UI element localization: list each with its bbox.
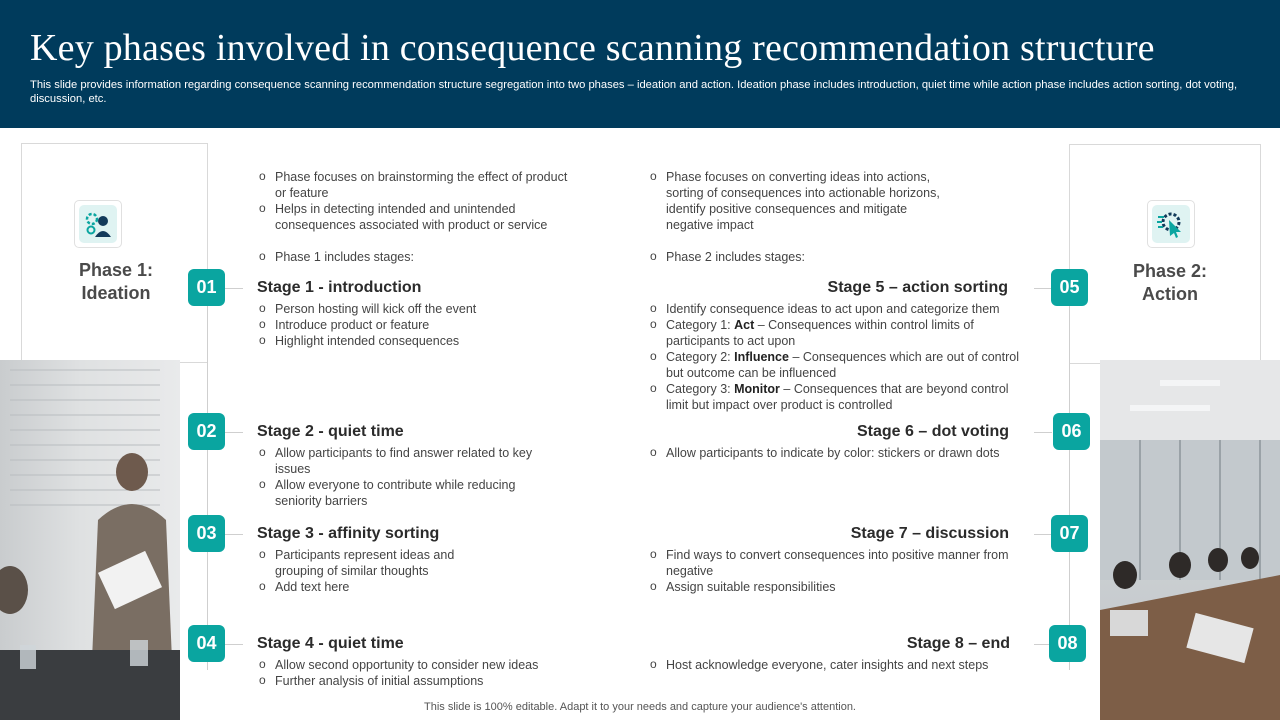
stage2-bullets (257, 445, 547, 509)
list-item: o Introduce product or feature (257, 317, 577, 333)
footer-note: This slide is 100% editable. Adapt it to your needs and capture your audience's attention. (424, 701, 856, 713)
phase2-intro-list (648, 169, 948, 233)
timeline-right (1069, 290, 1070, 670)
cursor-gear-icon (1147, 200, 1195, 248)
stage1-title: Stage 1 - introduction (257, 279, 422, 296)
list-item: o Allow participants to find answer related to key issues (257, 445, 547, 477)
list-item: o Category 2: Influence – Consequences which are out of control but outcome can be influenced (648, 349, 1033, 381)
stage2-title: Stage 2 - quiet time (257, 423, 404, 440)
meeting-photo-right (1100, 360, 1280, 720)
list-item: o Phase focuses on brainstorming the effect of product or feature (257, 169, 577, 201)
stage-badge-07: 07 (1051, 515, 1088, 552)
stage7-bullets (648, 547, 1013, 595)
list-item: o Person hosting will kick off the event (257, 301, 577, 317)
stage-badge-01: 01 (188, 269, 225, 306)
stage8-bullets (648, 657, 1033, 673)
list-item: o Highlight intended consequences (257, 333, 577, 349)
list-item: o Add text here (257, 579, 487, 595)
stage-badge-08: 08 (1049, 625, 1086, 662)
stage-badge-06: 06 (1053, 413, 1090, 450)
list-item: o Category 3: Monitor – Consequences that are beyond control limit but impact over product is controlled (648, 381, 1033, 413)
phase1-intro-list (257, 169, 577, 233)
phase1-stages-note: o Phase 1 includes stages: (257, 249, 577, 265)
phase2-label: Phase 2: Action (1132, 261, 1208, 304)
list-item: o Phase focuses on converting ideas into actions, sorting of consequences into actionable horizons, identify positive consequences and mitigate negative impact (648, 169, 948, 233)
stage5-bullets (648, 301, 1033, 413)
list-item: o Helps in detecting intended and unintended consequences associated with product or service (257, 201, 577, 233)
stage3-title: Stage 3 - affinity sorting (257, 525, 440, 542)
list-item: o Allow participants to indicate by color: stickers or drawn dots (648, 445, 1033, 461)
list-item: o Participants represent ideas and grouping of similar thoughts (257, 547, 487, 579)
stage6-bullets (648, 445, 1033, 461)
stage-badge-02: 02 (188, 413, 225, 450)
list-item: o Identify consequence ideas to act upon and categorize them (648, 301, 1033, 317)
stage3-bullets (257, 547, 487, 595)
list-item: o Further analysis of initial assumptions (257, 673, 597, 689)
stage1-bullets (257, 301, 577, 349)
timeline-left (207, 290, 208, 670)
page-title: Key phases involved in consequence scanning recommendation structure (30, 27, 1155, 69)
header-banner (0, 0, 1280, 128)
phase1-label: Phase 1: Ideation (78, 260, 154, 303)
phase1-card (21, 143, 208, 363)
meeting-photo-left (0, 360, 180, 720)
stage4-title: Stage 4 - quiet time (257, 635, 404, 652)
stage5-title: Stage 5 – action sorting (827, 279, 1008, 296)
list-item: o Host acknowledge everyone, cater insights and next steps (648, 657, 1033, 673)
stage6-title: Stage 6 – dot voting (856, 423, 1009, 440)
stage7-title: Stage 7 – discussion (850, 525, 1009, 542)
team-gear-icon (74, 200, 122, 248)
list-item: o Find ways to convert consequences into positive manner from negative (648, 547, 1013, 579)
list-item: o Assign suitable responsibilities (648, 579, 1013, 595)
stage8-title: Stage 8 – end (906, 635, 1010, 652)
list-item: o Category 1: Act – Consequences within control limits of participants to act upon (648, 317, 1033, 349)
page-subtitle: This slide provides information regarding consequence scanning recommendation structure segregation into two phases – ideation and action. Ideation phase includes introduction, quiet time while action phase includes action sorting, dot voting, discussion, etc. (30, 79, 1238, 105)
stage-badge-04: 04 (188, 625, 225, 662)
phase2-card (1069, 144, 1261, 364)
stage-badge-03: 03 (188, 515, 225, 552)
list-item: o Allow second opportunity to consider new ideas (257, 657, 597, 673)
list-item: o Allow everyone to contribute while reducing seniority barriers (257, 477, 547, 509)
phase2-stages-note: o Phase 2 includes stages: (648, 249, 968, 265)
stage4-bullets (257, 657, 597, 689)
stage-badge-05: 05 (1051, 269, 1088, 306)
